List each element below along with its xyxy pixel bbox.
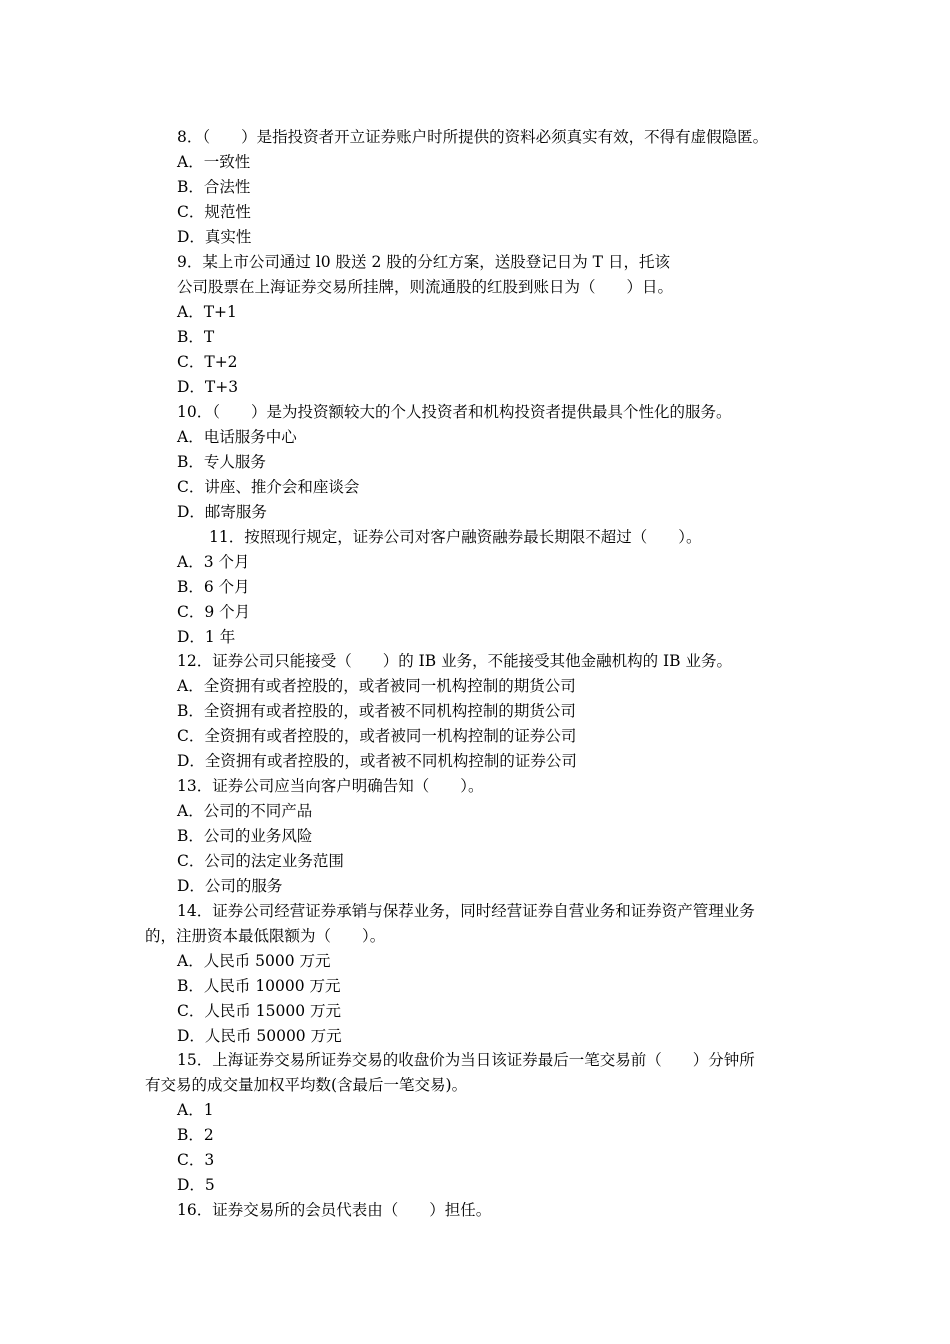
question-8-option-d: D．真实性 xyxy=(177,228,252,246)
question-16-stem: 16．证券交易所的会员代表由（ ）担任。 xyxy=(177,1201,492,1219)
question-11-option-c: C．9 个月 xyxy=(177,603,251,621)
question-10-option-d: D．邮寄服务 xyxy=(177,503,267,521)
question-13-option-b: B．公司的业务风险 xyxy=(177,827,313,845)
question-14-option-a: A．人民币 5000 万元 xyxy=(177,952,331,970)
question-12-option-a: A．全资拥有或者控股的，或者被同一机构控制的期货公司 xyxy=(177,677,576,695)
question-11-stem: 11．按照现行规定，证券公司对客户融资融券最长期限不超过（ ）。 xyxy=(209,528,702,546)
question-15-option-d: D．5 xyxy=(177,1176,215,1194)
question-15-option-b: B．2 xyxy=(177,1126,214,1144)
question-14-option-d: D．人民币 50000 万元 xyxy=(177,1027,342,1045)
question-15-option-c: C．3 xyxy=(177,1151,215,1169)
question-12-option-c: C．全资拥有或者控股的，或者被同一机构控制的证券公司 xyxy=(177,727,577,745)
question-10-option-b: B．专人服务 xyxy=(177,453,266,471)
question-15-option-a: A．1 xyxy=(177,1101,214,1119)
question-15-stem: 15．上海证券交易所证券交易的收盘价为当日该证券最后一笔交易前（ ）分钟所 xyxy=(177,1051,755,1069)
question-12-option-b: B．全资拥有或者控股的，或者被不同机构控制的期货公司 xyxy=(177,702,576,720)
question-15-stem-continued: 有交易的成交量加权平均数(含最后一笔交易)。 xyxy=(145,1076,468,1094)
question-11-option-a: A．3 个月 xyxy=(177,553,250,571)
question-13-stem: 13．证券公司应当向客户明确告知（ ）。 xyxy=(177,777,484,795)
question-10-option-c: C．讲座、推介会和座谈会 xyxy=(177,478,360,496)
question-13-option-d: D．公司的服务 xyxy=(177,877,283,895)
question-9-stem-continued: 公司股票在上海证券交易所挂牌，则流通股的红股到账日为（ ）日。 xyxy=(177,278,674,296)
question-11-option-b: B．6 个月 xyxy=(177,578,250,596)
question-10-option-a: A．电话服务中心 xyxy=(177,428,297,446)
question-9-option-d: D．T+3 xyxy=(177,378,239,396)
question-10-stem: 10．（ ）是为投资额较大的个人投资者和机构投资者提供最具个性化的服务。 xyxy=(177,403,732,421)
question-14-stem-continued: 的，注册资本最低限额为（ ）。 xyxy=(145,927,386,945)
question-9-option-b: B．T xyxy=(177,328,215,346)
question-12-stem: 12．证券公司只能接受（ ）的 IB 业务，不能接受其他金融机构的 IB 业务。 xyxy=(177,652,732,670)
question-12-option-d: D．全资拥有或者控股的，或者被不同机构控制的证券公司 xyxy=(177,752,577,770)
question-9-stem: 9．某上市公司通过 l0 股送 2 股的分红方案，送股登记日为 T 日，托该 xyxy=(177,253,670,271)
question-8-option-a: A．一致性 xyxy=(177,153,251,171)
question-8-option-b: B．合法性 xyxy=(177,178,251,196)
question-13-option-a: A．公司的不同产品 xyxy=(177,802,313,820)
question-13-option-c: C．公司的法定业务范围 xyxy=(177,852,344,870)
question-11-option-d: D．1 年 xyxy=(177,628,236,646)
question-14-option-c: C．人民币 15000 万元 xyxy=(177,1002,342,1020)
question-14-option-b: B．人民币 10000 万元 xyxy=(177,977,341,995)
question-9-option-a: A．T+1 xyxy=(177,303,237,321)
question-9-option-c: C．T+2 xyxy=(177,353,238,371)
question-14-stem: 14．证券公司经营证券承销与保荐业务，同时经营证券自营业务和证券资产管理业务 xyxy=(177,902,755,920)
question-8-stem: 8．（ ）是指投资者开立证券账户时所提供的资料必须真实有效，不得有虚假隐匿。 xyxy=(177,128,769,146)
question-8-option-c: C．规范性 xyxy=(177,203,251,221)
